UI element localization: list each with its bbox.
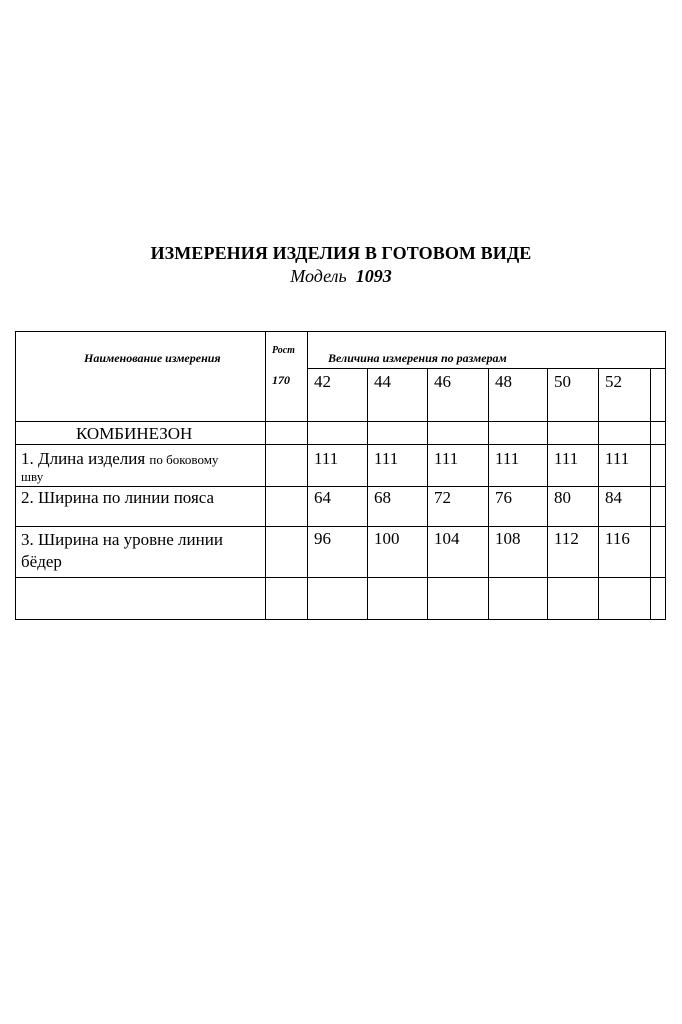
header-rost-label: Рост <box>272 345 295 356</box>
row-label-continuation <box>21 465 43 488</box>
table-cell: 116 <box>605 529 630 548</box>
col-divider <box>427 369 428 620</box>
size-header: 50 <box>554 372 571 391</box>
col-divider <box>367 369 368 620</box>
document-title: ИЗМЕРЕНИЯ ИЗДЕЛИЯ В ГОТОВОМ ВИДЕ <box>150 243 532 263</box>
table-cell: 84 <box>605 488 622 507</box>
table-cell: 100 <box>374 529 400 548</box>
size-header: 48 <box>495 372 512 391</box>
table-cell: 72 <box>434 488 451 507</box>
row-divider <box>307 368 666 369</box>
table-cell: 104 <box>434 529 460 548</box>
section-title: КОМБИНЕЗОН <box>76 424 193 443</box>
row-divider <box>16 444 666 445</box>
row-label: 2. Ширина по линии пояса <box>21 488 215 507</box>
row-divider <box>16 421 666 422</box>
size-header: 42 <box>314 372 331 391</box>
row-label: 3. Ширина на уровне линии <box>21 530 223 549</box>
model-label: Модель <box>290 266 347 286</box>
table-cell: 64 <box>314 488 331 507</box>
table-cell: 108 <box>495 529 521 548</box>
table-cell: 76 <box>495 488 512 507</box>
row-label-continuation: бёдер <box>21 552 62 571</box>
row-label <box>21 448 218 471</box>
table-cell: 111 <box>495 449 520 468</box>
model-number: 1093 <box>355 266 392 286</box>
table-cell: 111 <box>554 449 579 468</box>
col-divider <box>547 369 548 620</box>
model-subtitle <box>0 266 682 287</box>
col-divider <box>488 369 489 620</box>
header-rost-value: 170 <box>272 373 290 387</box>
row-label-main: 1. Длина изделия <box>21 449 146 468</box>
table-cell: 80 <box>554 488 571 507</box>
table-cell: 112 <box>554 529 579 548</box>
table-cell: 96 <box>314 529 331 548</box>
col-divider <box>598 369 599 620</box>
header-sizes-label: Величина измерения по размерам <box>328 351 507 365</box>
row-label-note: по боковому <box>149 452 219 467</box>
size-header: 52 <box>605 372 622 391</box>
table-cell: 111 <box>605 449 630 468</box>
table-cell: 111 <box>374 449 399 468</box>
row-divider <box>16 577 666 578</box>
table-cell: 111 <box>314 449 339 468</box>
row-label-note: шву <box>21 469 44 484</box>
row-divider <box>16 526 666 527</box>
header-measurement-name: Наименование измерения <box>84 351 221 365</box>
col-divider <box>650 369 651 620</box>
size-header: 46 <box>434 372 451 391</box>
size-header: 44 <box>374 372 391 391</box>
table-cell: 68 <box>374 488 391 507</box>
table-cell: 111 <box>434 449 459 468</box>
measurements-table <box>15 331 666 620</box>
